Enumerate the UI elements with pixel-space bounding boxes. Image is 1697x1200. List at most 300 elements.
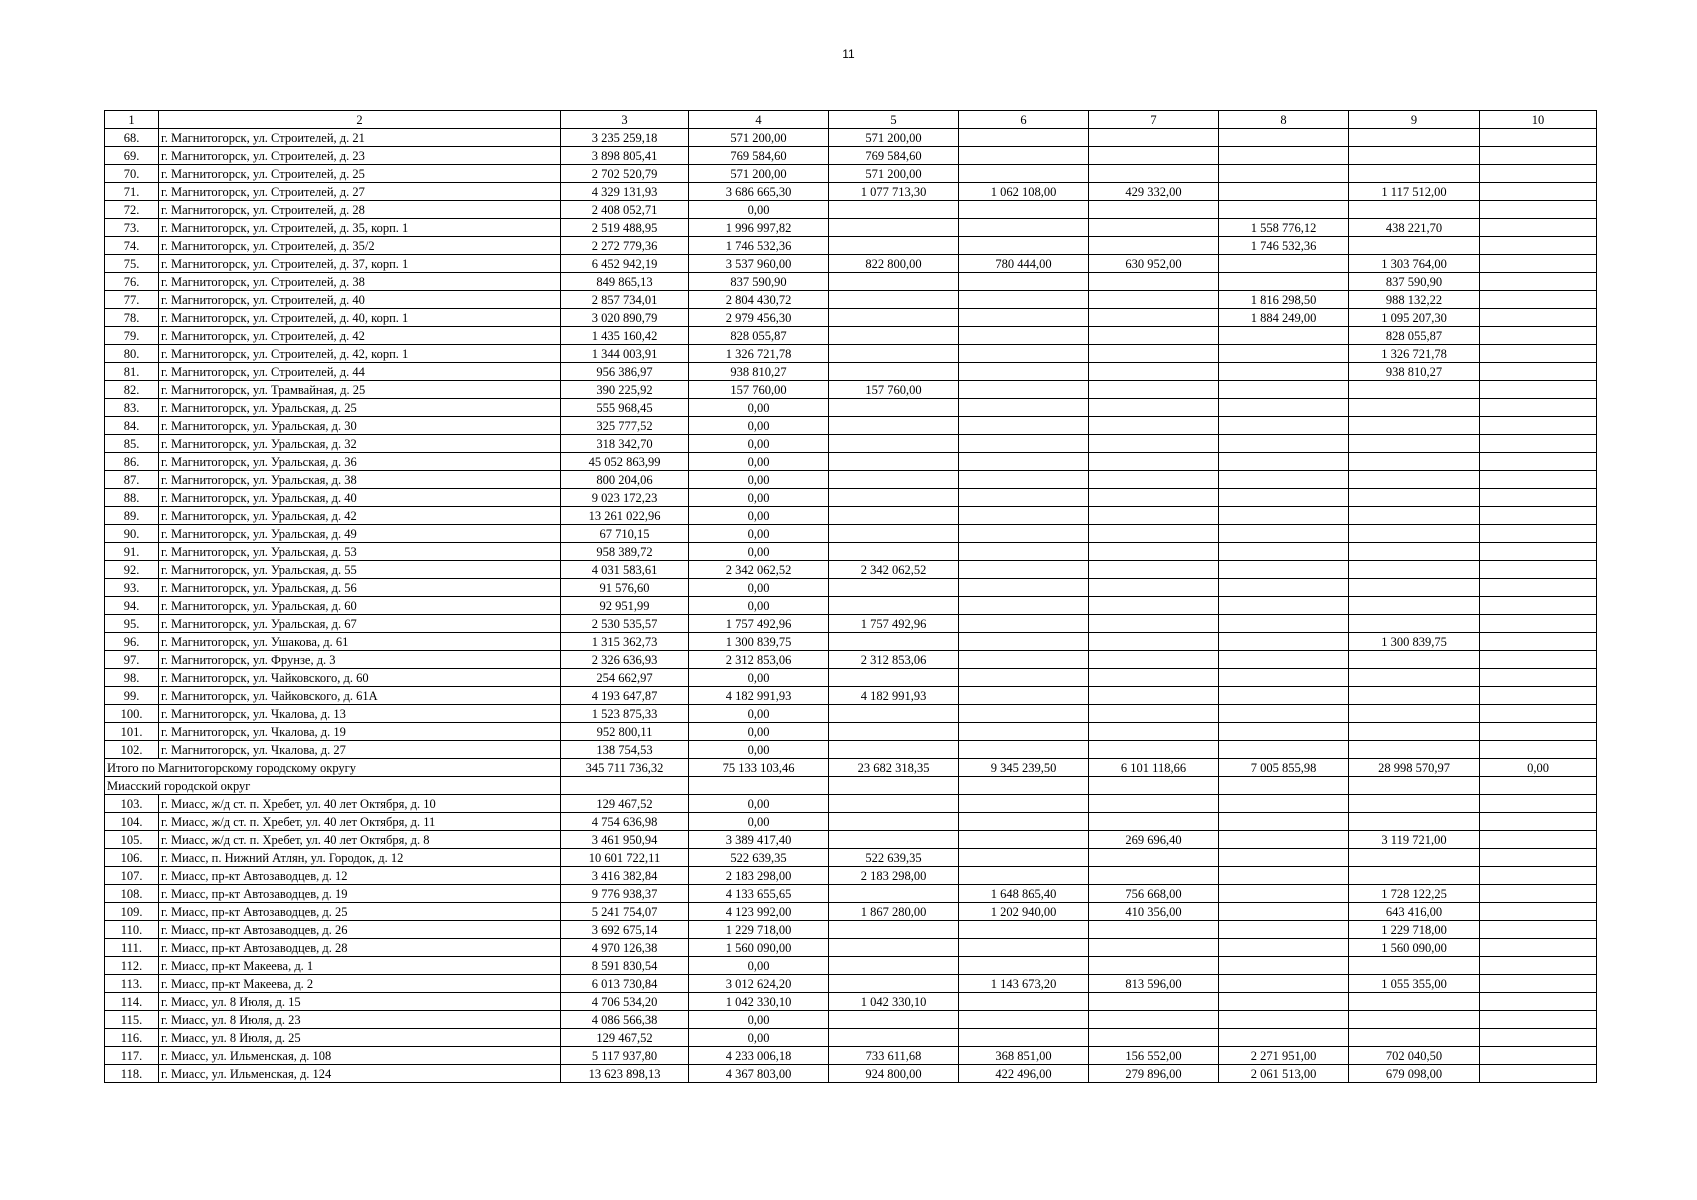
value-cell: [1480, 939, 1597, 957]
value-cell: [829, 417, 959, 435]
table-row: [105, 183, 1597, 201]
value-cell: 4 031 583,61: [561, 561, 689, 579]
value-cell: 1 095 207,30: [1349, 309, 1480, 327]
value-cell: [1089, 741, 1219, 759]
address-cell: г. Миасс, пр-кт Автозаводцев, д. 26: [159, 921, 561, 939]
row-number: 100.: [105, 705, 159, 723]
column-header: 2: [159, 111, 561, 129]
value-cell: [1349, 1029, 1480, 1047]
address-cell: г. Магнитогорск, ул. Строителей, д. 28: [159, 201, 561, 219]
value-cell: [829, 885, 959, 903]
value-cell: [1219, 1029, 1349, 1047]
table-row: [105, 687, 1597, 705]
value-cell: [829, 669, 959, 687]
address-cell: г. Миасс, ж/д ст. п. Хребет, ул. 40 лет Октября, д. 11: [159, 813, 561, 831]
value-cell: 318 342,70: [561, 435, 689, 453]
value-cell: 1 042 330,10: [829, 993, 959, 1011]
value-cell: [1349, 723, 1480, 741]
value-cell: 3 416 382,84: [561, 867, 689, 885]
value-cell: [1349, 741, 1480, 759]
table-row: [105, 273, 1597, 291]
table-row: [105, 903, 1597, 921]
value-cell: [1089, 417, 1219, 435]
value-cell: [1089, 201, 1219, 219]
value-cell: 0,00: [689, 1029, 829, 1047]
value-cell: 1 315 362,73: [561, 633, 689, 651]
empty-cell: [1089, 777, 1219, 795]
value-cell: [1089, 705, 1219, 723]
value-cell: 0,00: [689, 597, 829, 615]
value-cell: [1480, 1011, 1597, 1029]
row-number: 81.: [105, 363, 159, 381]
value-cell: [1089, 129, 1219, 147]
address-cell: г. Миасс, пр-кт Автозаводцев, д. 28: [159, 939, 561, 957]
value-cell: [959, 309, 1089, 327]
value-cell: [1480, 885, 1597, 903]
value-cell: 2 326 636,93: [561, 651, 689, 669]
value-cell: [1480, 291, 1597, 309]
value-cell: [829, 543, 959, 561]
value-cell: [1349, 165, 1480, 183]
empty-cell: [1480, 777, 1597, 795]
value-cell: [829, 453, 959, 471]
value-cell: [1089, 687, 1219, 705]
value-cell: 422 496,00: [959, 1065, 1089, 1083]
column-header-row: [105, 111, 1597, 129]
column-header: 10: [1480, 111, 1597, 129]
value-cell: [1219, 615, 1349, 633]
table-row: [105, 849, 1597, 867]
value-cell: 1 202 940,00: [959, 903, 1089, 921]
value-cell: [1480, 597, 1597, 615]
address-cell: г. Миасс, ул. Ильменская, д. 108: [159, 1047, 561, 1065]
table-row: [105, 471, 1597, 489]
value-cell: [1480, 327, 1597, 345]
value-cell: [1349, 435, 1480, 453]
value-cell: [829, 1011, 959, 1029]
value-cell: 67 710,15: [561, 525, 689, 543]
value-cell: [1219, 147, 1349, 165]
table-row: [105, 1011, 1597, 1029]
address-cell: г. Магнитогорск, ул. Уральская, д. 56: [159, 579, 561, 597]
value-cell: [959, 705, 1089, 723]
value-cell: 3 692 675,14: [561, 921, 689, 939]
value-cell: [1219, 723, 1349, 741]
row-number: 93.: [105, 579, 159, 597]
value-cell: 0,00: [689, 453, 829, 471]
value-cell: [1089, 507, 1219, 525]
value-cell: [1349, 399, 1480, 417]
value-cell: [959, 831, 1089, 849]
value-cell: 1 303 764,00: [1349, 255, 1480, 273]
value-cell: [1349, 489, 1480, 507]
value-cell: [1089, 633, 1219, 651]
value-cell: [959, 957, 1089, 975]
value-cell: [959, 489, 1089, 507]
value-cell: 2 857 734,01: [561, 291, 689, 309]
empty-cell: [1349, 777, 1480, 795]
value-cell: [1089, 615, 1219, 633]
value-cell: [1089, 723, 1219, 741]
value-cell: [959, 633, 1089, 651]
value-cell: 390 225,92: [561, 381, 689, 399]
total-value-cell: 28 998 570,97: [1349, 759, 1480, 777]
value-cell: 1 300 839,75: [1349, 633, 1480, 651]
value-cell: [1480, 273, 1597, 291]
address-cell: г. Магнитогорск, ул. Строителей, д. 25: [159, 165, 561, 183]
table-row: [105, 363, 1597, 381]
address-cell: г. Магнитогорск, ул. Строителей, д. 42, корп. 1: [159, 345, 561, 363]
value-cell: [1480, 615, 1597, 633]
value-cell: [1349, 201, 1480, 219]
value-cell: [1349, 417, 1480, 435]
value-cell: [1089, 381, 1219, 399]
address-cell: г. Магнитогорск, ул. Уральская, д. 36: [159, 453, 561, 471]
address-cell: г. Магнитогорск, ул. Уральская, д. 55: [159, 561, 561, 579]
value-cell: 2 530 535,57: [561, 615, 689, 633]
value-cell: [959, 237, 1089, 255]
value-cell: [959, 165, 1089, 183]
value-cell: 522 639,35: [689, 849, 829, 867]
value-cell: [1349, 669, 1480, 687]
value-cell: [959, 849, 1089, 867]
value-cell: [1480, 831, 1597, 849]
value-cell: [1219, 849, 1349, 867]
table-row: [105, 615, 1597, 633]
row-number: 69.: [105, 147, 159, 165]
value-cell: 279 896,00: [1089, 1065, 1219, 1083]
value-cell: 138 754,53: [561, 741, 689, 759]
row-number: 77.: [105, 291, 159, 309]
value-cell: 1 042 330,10: [689, 993, 829, 1011]
table-row: [105, 129, 1597, 147]
value-cell: [959, 687, 1089, 705]
value-cell: [959, 921, 1089, 939]
value-cell: [1349, 867, 1480, 885]
value-cell: [1480, 975, 1597, 993]
value-cell: 5 117 937,80: [561, 1047, 689, 1065]
value-cell: [959, 1011, 1089, 1029]
value-cell: [1349, 507, 1480, 525]
value-cell: [1480, 255, 1597, 273]
value-cell: [1219, 867, 1349, 885]
value-cell: [959, 417, 1089, 435]
value-cell: [1219, 129, 1349, 147]
value-cell: [1219, 327, 1349, 345]
value-cell: [1480, 921, 1597, 939]
value-cell: [959, 867, 1089, 885]
value-cell: [1089, 291, 1219, 309]
row-number: 116.: [105, 1029, 159, 1047]
value-cell: [829, 921, 959, 939]
value-cell: [1089, 489, 1219, 507]
row-number: 73.: [105, 219, 159, 237]
value-cell: [1480, 849, 1597, 867]
table-row: [105, 291, 1597, 309]
value-cell: 1 648 865,40: [959, 885, 1089, 903]
value-cell: 571 200,00: [689, 129, 829, 147]
value-cell: 4 182 991,93: [829, 687, 959, 705]
value-cell: 1 746 532,36: [1219, 237, 1349, 255]
address-cell: г. Миасс, п. Нижний Атлян, ул. Городок, д. 12: [159, 849, 561, 867]
column-header: 3: [561, 111, 689, 129]
value-cell: 2 979 456,30: [689, 309, 829, 327]
value-cell: [1219, 165, 1349, 183]
value-cell: [1480, 201, 1597, 219]
row-number: 110.: [105, 921, 159, 939]
value-cell: 5 241 754,07: [561, 903, 689, 921]
value-cell: [829, 813, 959, 831]
value-cell: 571 200,00: [689, 165, 829, 183]
address-cell: г. Миасс, ул. 8 Июля, д. 15: [159, 993, 561, 1011]
value-cell: [959, 795, 1089, 813]
address-cell: г. Магнитогорск, ул. Строителей, д. 42: [159, 327, 561, 345]
value-cell: [1480, 165, 1597, 183]
value-cell: [1480, 651, 1597, 669]
value-cell: 952 800,11: [561, 723, 689, 741]
table-row: [105, 543, 1597, 561]
table-row: [105, 669, 1597, 687]
value-cell: [1219, 255, 1349, 273]
value-cell: [1480, 687, 1597, 705]
value-cell: [1480, 363, 1597, 381]
value-cell: [829, 831, 959, 849]
value-cell: [829, 741, 959, 759]
value-cell: 2 342 062,52: [689, 561, 829, 579]
value-cell: [1089, 435, 1219, 453]
table-row: [105, 525, 1597, 543]
table-row: [105, 489, 1597, 507]
value-cell: 156 552,00: [1089, 1047, 1219, 1065]
value-cell: 13 261 022,96: [561, 507, 689, 525]
value-cell: 0,00: [689, 813, 829, 831]
row-number: 80.: [105, 345, 159, 363]
value-cell: [1480, 1065, 1597, 1083]
row-number: 82.: [105, 381, 159, 399]
address-cell: г. Магнитогорск, ул. Уральская, д. 67: [159, 615, 561, 633]
row-number: 88.: [105, 489, 159, 507]
value-cell: 4 367 803,00: [689, 1065, 829, 1083]
value-cell: [1089, 345, 1219, 363]
value-cell: [1089, 957, 1219, 975]
value-cell: [829, 975, 959, 993]
value-cell: [959, 741, 1089, 759]
value-cell: 4 133 655,65: [689, 885, 829, 903]
value-cell: [829, 723, 959, 741]
table-row: [105, 921, 1597, 939]
empty-cell: [959, 777, 1089, 795]
address-cell: г. Магнитогорск, ул. Уральская, д. 38: [159, 471, 561, 489]
address-cell: г. Магнитогорск, ул. Строителей, д. 21: [159, 129, 561, 147]
value-cell: [1480, 957, 1597, 975]
value-cell: [829, 597, 959, 615]
value-cell: 3 898 805,41: [561, 147, 689, 165]
value-cell: [1089, 471, 1219, 489]
value-cell: 0,00: [689, 957, 829, 975]
address-cell: г. Миасс, пр-кт Макеева, д. 2: [159, 975, 561, 993]
value-cell: 13 623 898,13: [561, 1065, 689, 1083]
table-row: [105, 1065, 1597, 1083]
address-cell: г. Магнитогорск, ул. Трамвайная, д. 25: [159, 381, 561, 399]
value-cell: [959, 507, 1089, 525]
value-cell: [1219, 957, 1349, 975]
value-cell: 4 193 647,87: [561, 687, 689, 705]
value-cell: 522 639,35: [829, 849, 959, 867]
row-number: 90.: [105, 525, 159, 543]
value-cell: [1219, 561, 1349, 579]
row-number: 99.: [105, 687, 159, 705]
row-number: 98.: [105, 669, 159, 687]
address-cell: г. Миасс, ул. 8 Июля, д. 25: [159, 1029, 561, 1047]
empty-cell: [689, 777, 829, 795]
value-cell: [829, 201, 959, 219]
value-cell: [1089, 147, 1219, 165]
value-cell: 1 344 003,91: [561, 345, 689, 363]
value-cell: [1219, 687, 1349, 705]
address-cell: г. Магнитогорск, ул. Уральская, д. 49: [159, 525, 561, 543]
value-cell: [959, 381, 1089, 399]
row-number: 101.: [105, 723, 159, 741]
value-cell: 0,00: [689, 669, 829, 687]
address-cell: г. Магнитогорск, ул. Строителей, д. 44: [159, 363, 561, 381]
address-cell: г. Магнитогорск, ул. Уральская, д. 30: [159, 417, 561, 435]
address-cell: г. Магнитогорск, ул. Строителей, д. 40: [159, 291, 561, 309]
address-cell: г. Магнитогорск, ул. Строителей, д. 27: [159, 183, 561, 201]
value-cell: 0,00: [689, 741, 829, 759]
value-cell: 0,00: [689, 1011, 829, 1029]
value-cell: [1480, 741, 1597, 759]
value-cell: [1089, 543, 1219, 561]
value-cell: 157 760,00: [689, 381, 829, 399]
total-value-cell: 345 711 736,32: [561, 759, 689, 777]
address-cell: г. Магнитогорск, ул. Уральская, д. 32: [159, 435, 561, 453]
value-cell: 1 077 713,30: [829, 183, 959, 201]
value-cell: [1089, 525, 1219, 543]
value-cell: [1219, 183, 1349, 201]
value-cell: [829, 939, 959, 957]
value-cell: 2 312 853,06: [689, 651, 829, 669]
value-cell: 4 706 534,20: [561, 993, 689, 1011]
value-cell: [1089, 669, 1219, 687]
column-header: 6: [959, 111, 1089, 129]
value-cell: 438 221,70: [1349, 219, 1480, 237]
value-cell: 630 952,00: [1089, 255, 1219, 273]
column-header: 8: [1219, 111, 1349, 129]
value-cell: [1089, 939, 1219, 957]
value-cell: 679 098,00: [1349, 1065, 1480, 1083]
row-number: 75.: [105, 255, 159, 273]
value-cell: [1089, 867, 1219, 885]
value-cell: [1349, 525, 1480, 543]
value-cell: [959, 435, 1089, 453]
table-row: [105, 507, 1597, 525]
value-cell: 1 996 997,82: [689, 219, 829, 237]
value-cell: 157 760,00: [829, 381, 959, 399]
value-cell: [1219, 831, 1349, 849]
value-cell: [829, 327, 959, 345]
address-cell: г. Магнитогорск, ул. Ушакова, д. 61: [159, 633, 561, 651]
value-cell: [1089, 813, 1219, 831]
address-cell: г. Миасс, ж/д ст. п. Хребет, ул. 40 лет Октября, д. 8: [159, 831, 561, 849]
value-cell: [1480, 903, 1597, 921]
row-number: 79.: [105, 327, 159, 345]
table-row: [105, 597, 1597, 615]
value-cell: [1480, 525, 1597, 543]
row-number: 68.: [105, 129, 159, 147]
value-cell: 1 229 718,00: [1349, 921, 1480, 939]
value-cell: 0,00: [689, 723, 829, 741]
value-cell: [1219, 975, 1349, 993]
address-cell: г. Миасс, пр-кт Автозаводцев, д. 12: [159, 867, 561, 885]
row-number: 112.: [105, 957, 159, 975]
page-number: 11: [842, 47, 855, 61]
value-cell: [1089, 993, 1219, 1011]
value-cell: [959, 327, 1089, 345]
value-cell: [1219, 669, 1349, 687]
row-number: 76.: [105, 273, 159, 291]
value-cell: 1 435 160,42: [561, 327, 689, 345]
total-value-cell: 9 345 239,50: [959, 759, 1089, 777]
value-cell: 91 576,60: [561, 579, 689, 597]
address-cell: г. Магнитогорск, ул. Строителей, д. 40, корп. 1: [159, 309, 561, 327]
value-cell: [1349, 795, 1480, 813]
value-cell: 2 061 513,00: [1219, 1065, 1349, 1083]
value-cell: [1219, 993, 1349, 1011]
value-cell: [1349, 579, 1480, 597]
column-header: 1: [105, 111, 159, 129]
row-number: 78.: [105, 309, 159, 327]
row-number: 96.: [105, 633, 159, 651]
value-cell: [959, 147, 1089, 165]
value-cell: [829, 309, 959, 327]
value-cell: [1219, 885, 1349, 903]
value-cell: [1089, 399, 1219, 417]
row-number: 108.: [105, 885, 159, 903]
address-cell: г. Магнитогорск, ул. Фрунзе, д. 3: [159, 651, 561, 669]
table-row: [105, 237, 1597, 255]
value-cell: 2 702 520,79: [561, 165, 689, 183]
value-cell: [1219, 453, 1349, 471]
value-cell: 1 523 875,33: [561, 705, 689, 723]
value-cell: [1089, 237, 1219, 255]
table-row: [105, 813, 1597, 831]
address-cell: г. Миасс, пр-кт Автозаводцев, д. 25: [159, 903, 561, 921]
value-cell: [959, 345, 1089, 363]
row-number: 97.: [105, 651, 159, 669]
value-cell: [959, 813, 1089, 831]
value-cell: [1219, 471, 1349, 489]
value-cell: 0,00: [689, 579, 829, 597]
value-cell: 828 055,87: [1349, 327, 1480, 345]
value-cell: 0,00: [689, 507, 829, 525]
row-number: 114.: [105, 993, 159, 1011]
column-header: 5: [829, 111, 959, 129]
section-row: [105, 777, 1597, 795]
address-cell: г. Магнитогорск, ул. Строителей, д. 23: [159, 147, 561, 165]
value-cell: 10 601 722,11: [561, 849, 689, 867]
value-cell: [1349, 471, 1480, 489]
value-cell: [829, 525, 959, 543]
value-cell: [1089, 219, 1219, 237]
value-cell: 1 326 721,78: [1349, 345, 1480, 363]
value-cell: [1219, 507, 1349, 525]
value-cell: 3 537 960,00: [689, 255, 829, 273]
value-cell: [1349, 813, 1480, 831]
column-header: 4: [689, 111, 829, 129]
row-number: 91.: [105, 543, 159, 561]
value-cell: [1349, 129, 1480, 147]
value-cell: [829, 345, 959, 363]
